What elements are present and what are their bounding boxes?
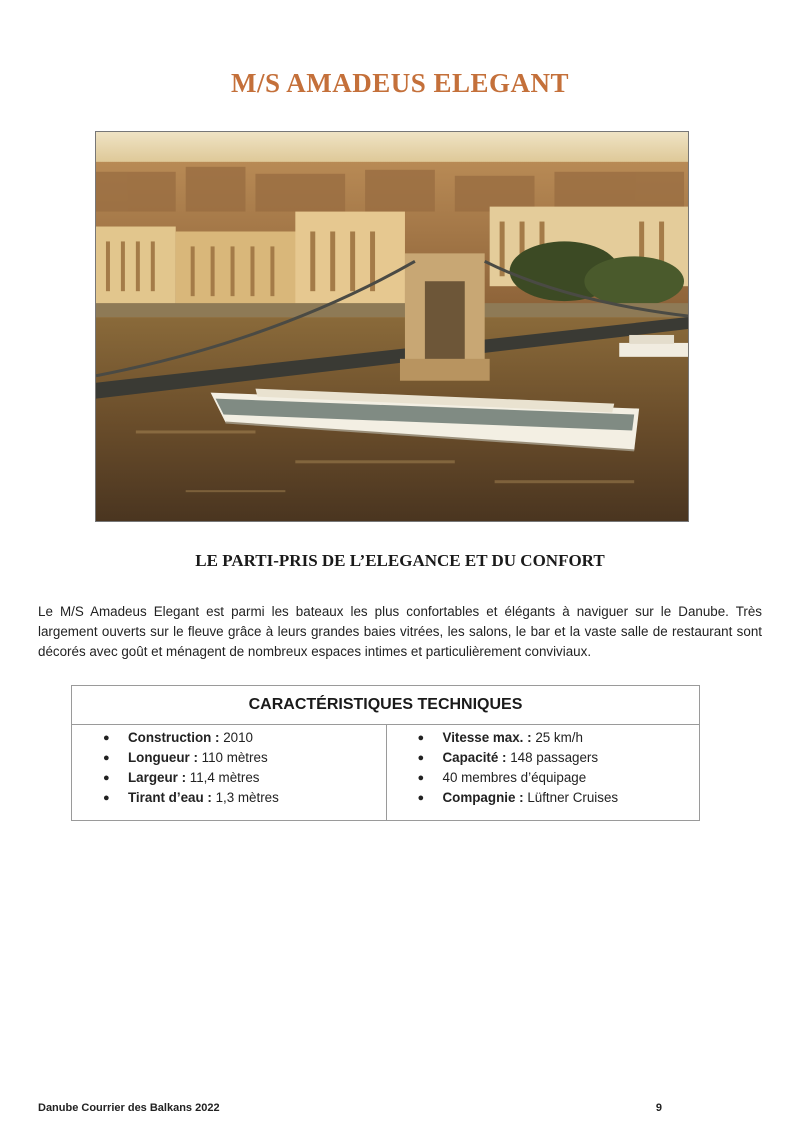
- footer-page-number: 9: [655, 1102, 662, 1114]
- spec-label: Capacité :: [442, 750, 507, 765]
- spec-value: 2010: [219, 730, 254, 745]
- spec-label: Vitesse max. :: [442, 730, 532, 745]
- spec-item: [387, 768, 700, 788]
- bullet-icon: ●: [417, 732, 425, 744]
- specs-right-column: [386, 725, 700, 821]
- spec-label: Tirant d’eau :: [128, 790, 212, 805]
- spec-label: Construction :: [128, 730, 220, 745]
- hero-illustration: [96, 132, 688, 521]
- spec-label: Longueur :: [128, 750, 198, 765]
- spec-value: Lüftner Cruises: [523, 790, 619, 805]
- specs-title: CARACTÉRISTIQUES TECHNIQUES: [72, 686, 699, 725]
- bullet-icon: ●: [103, 752, 110, 764]
- technical-specs-table: [71, 685, 700, 821]
- hero-photo-chain-bridge-ship: [95, 131, 689, 522]
- bullet-icon: ●: [417, 752, 425, 764]
- specs-left-column: [72, 725, 386, 821]
- section-subtitle: LE PARTI-PRIS DE L’ELEGANCE ET DU CONFORT: [195, 551, 605, 570]
- spec-label: Compagnie :: [442, 790, 524, 805]
- spec-value: 1,3 mètres: [211, 790, 279, 805]
- spec-value: 11,4 mètres: [186, 770, 260, 785]
- spec-value: 40 membres d’équipage: [442, 770, 587, 785]
- spec-item: [387, 748, 700, 768]
- spec-item: [72, 768, 386, 788]
- spec-value: 148 passagers: [506, 750, 599, 765]
- intro-paragraph: Le M/S Amadeus Elegant est parmi les bateaux les plus confortables et élégants à naviguer sur le Danube. Très largement ouverts sur le fleuve grâce à leurs grandes baies vitrées, les salons, le bar et la vaste salle de restaurant sont décorés avec goût et ménagent de nombreux espaces intimes et particulièrement conviviaux.: [38, 604, 762, 659]
- spec-value: 25 km/h: [531, 730, 583, 745]
- footer-publication: Danube Courrier des Balkans 2022: [38, 1102, 220, 1114]
- spec-item: [387, 728, 700, 748]
- bullet-icon: ●: [103, 772, 110, 784]
- bullet-icon: ●: [417, 772, 425, 784]
- spec-item: [72, 748, 386, 768]
- bullet-icon: ●: [103, 792, 110, 804]
- spec-item: [387, 788, 700, 808]
- bullet-icon: ●: [103, 732, 110, 744]
- page-footer: [38, 1102, 662, 1114]
- spec-item: [72, 728, 386, 748]
- spec-item: [72, 788, 386, 808]
- page-title: M/S AMADEUS ELEGANT: [230, 68, 570, 98]
- bullet-icon: ●: [417, 792, 425, 804]
- spec-value: 110 mètres: [197, 750, 268, 765]
- spec-label: Largeur :: [128, 770, 187, 785]
